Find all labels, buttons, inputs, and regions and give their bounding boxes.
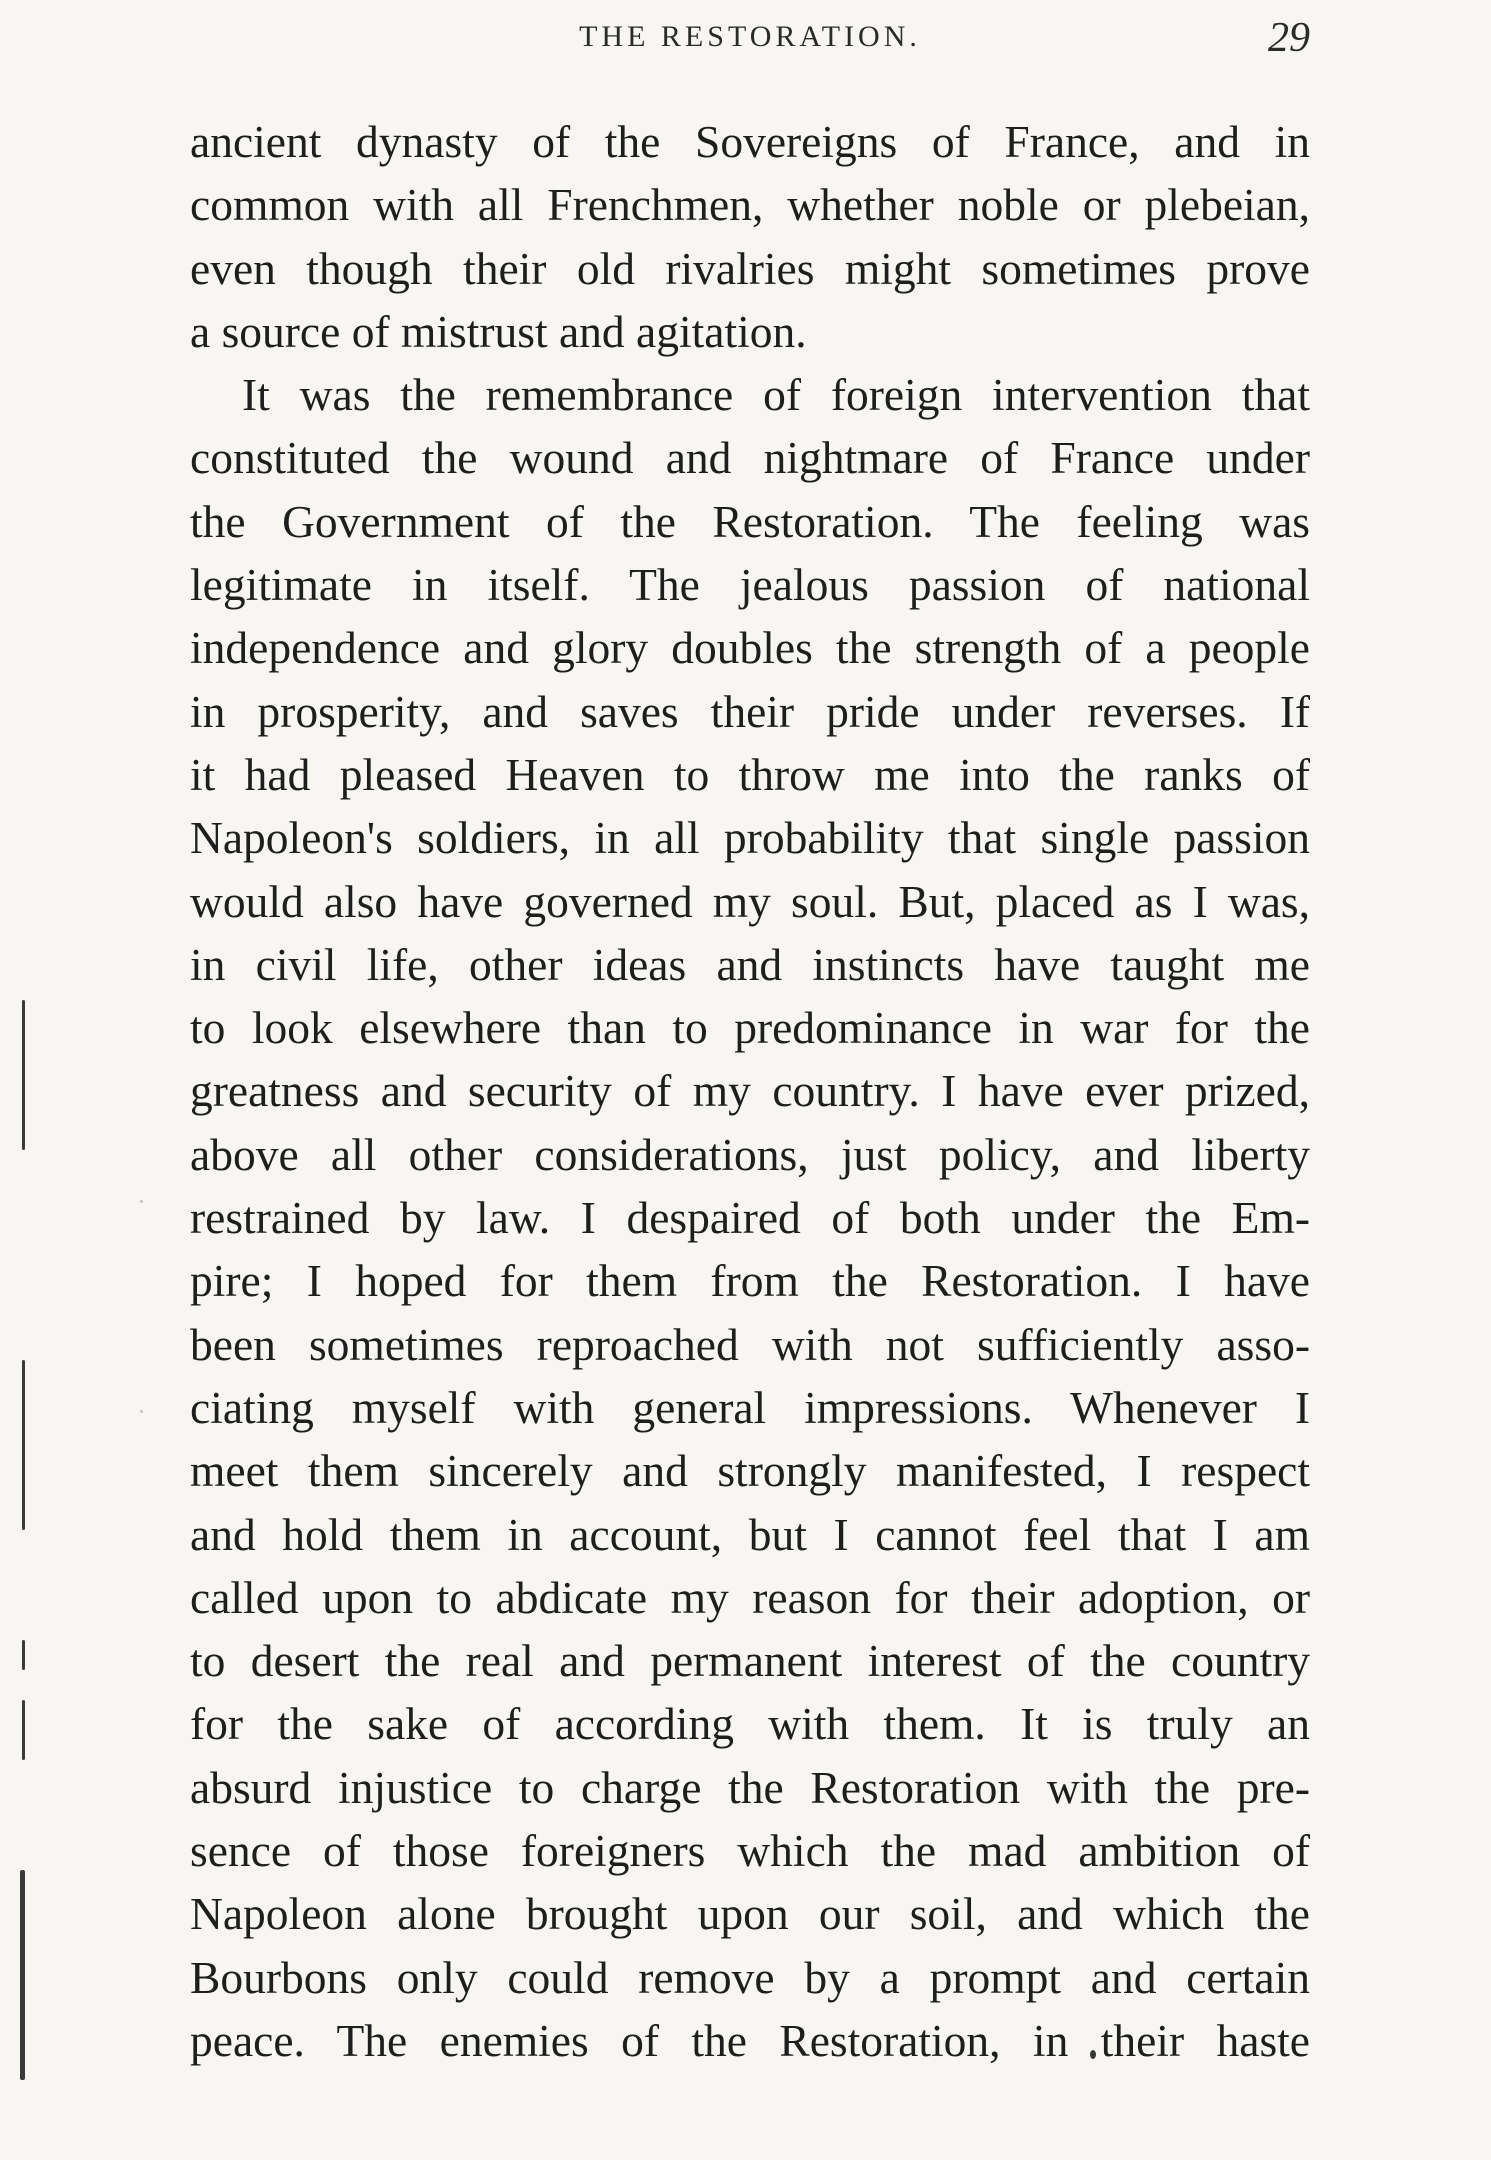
text-line: Napoleon's soldiers, in all probability that single passion [190, 812, 1310, 864]
gutter-shadow-mark [20, 1870, 25, 2080]
body-text [190, 110, 1310, 2072]
ink-speck [140, 1410, 143, 1413]
ink-speck [140, 1200, 143, 1203]
running-title: THE RESTORATION. [579, 20, 921, 53]
paragraph [190, 110, 1310, 363]
text-line: called upon to abdicate my reason for their adoption, or [190, 1571, 1310, 1623]
text-line: absurd injustice to charge the Restoration with the pre- [190, 1761, 1310, 1813]
text-line: meet them sincerely and strongly manifested, I respect [190, 1445, 1310, 1497]
text-line: in civil life, other ideas and instincts have taught me [190, 938, 1310, 990]
text-line: Bourbons only could remove by a prompt and certain [190, 1951, 1310, 2003]
gutter-shadow-mark [22, 1640, 25, 1670]
text-line: It was the remembrance of foreign intervention that [242, 369, 1310, 421]
text-line: even though their old rivalries might sometimes prove [190, 242, 1310, 294]
text-line: legitimate in itself. The jealous passion of national [190, 559, 1310, 611]
text-line: sence of those foreigners which the mad ambition of [190, 1825, 1310, 1877]
gutter-shadow-mark [22, 1360, 25, 1530]
text-line: Napoleon alone brought upon our soil, and which the [190, 1888, 1310, 1940]
text-line: restrained by law. I despaired of both under the Em- [190, 1192, 1310, 1244]
text-line: would also have governed my soul. But, placed as I was, [190, 875, 1310, 927]
text-line: and hold them in account, but I cannot feel that I am [190, 1508, 1310, 1560]
running-head [190, 15, 1310, 80]
text-line: independence and glory doubles the strength of a people [190, 622, 1310, 674]
text-line: ancient dynasty of the Sovereigns of France, and in [190, 116, 1310, 167]
gutter-shadow-mark [22, 1000, 25, 1150]
text-line: common with all Frenchmen, whether noble or plebeian, [190, 179, 1310, 231]
gutter-shadow-mark [22, 1700, 25, 1760]
text-line: to look elsewhere than to predominance in war for the [190, 1002, 1310, 1054]
text-line: ciating myself with general impressions. Whenever I [190, 1381, 1310, 1433]
paragraph [190, 363, 1310, 2072]
text-line: peace. The enemies of the Restoration, in their haste [190, 2014, 1310, 2066]
text-line: the Government of the Restoration. The feeling was [190, 495, 1310, 547]
text-line: for the sake of according with them. It is truly an [190, 1698, 1310, 1750]
page-number: 29 [1268, 15, 1310, 61]
text-line: been sometimes reproached with not sufficiently asso- [190, 1318, 1310, 1370]
text-line: to desert the real and permanent interest of the country [190, 1635, 1310, 1687]
text-line: a source of mistrust and agitation. [190, 305, 807, 357]
text-line: above all other considerations, just policy, and liberty [190, 1128, 1310, 1180]
binding-gutter [0, 0, 60, 2160]
text-line: it had pleased Heaven to throw me into the ranks of [190, 748, 1310, 800]
text-line: pire; I hoped for them from the Restoration. I have [190, 1255, 1310, 1307]
text-line: greatness and security of my country. I have ever prized, [190, 1065, 1310, 1117]
text-line: constituted the wound and nightmare of France under [190, 432, 1310, 484]
text-line: in prosperity, and saves their pride under reverses. If [190, 685, 1310, 737]
